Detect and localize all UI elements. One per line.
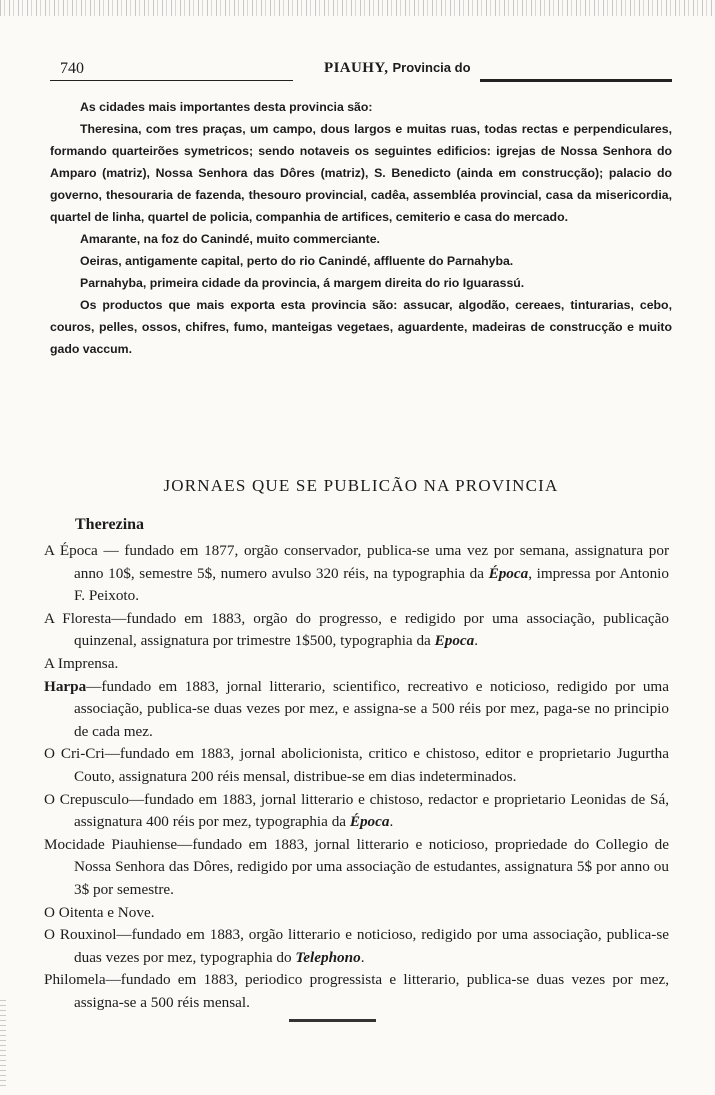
journal-entry	[44, 676, 669, 744]
scan-top-edge	[0, 0, 715, 16]
journal-entry	[44, 834, 669, 902]
journal-text-end: .	[474, 632, 479, 650]
journal-text: —fundado em 1883, orgão do progresso, e redigido por uma associação, publicação quinzenal, assignatura por trimestre 1$500, typographia da	[74, 609, 669, 650]
section-title: JORNAES QUE SE PUBLICÃO NA PROVINCIA	[163, 476, 559, 495]
journal-entry	[44, 969, 669, 1014]
city-heading: Therezina	[75, 516, 145, 533]
journal-list	[44, 540, 669, 1014]
journal-name: A Floresta	[44, 609, 112, 627]
journal-text: .	[114, 654, 119, 672]
journal-text: —fundado em 1883, jornal litterario, scientifico, recreativo e noticioso, redigido por uma associação, publica-se duas vezes por mez, e assigna-se a 500 réis por mez, paga-se no principio de cada mez.	[74, 677, 669, 740]
journal-entry	[44, 653, 669, 676]
journal-entry	[44, 924, 669, 969]
paragraph: Amarante, na foz do Canindé, muito commerciante.	[80, 232, 380, 246]
running-head	[324, 60, 471, 77]
journal-text: .	[150, 903, 155, 921]
header-rule-right	[480, 79, 672, 82]
journal-entry	[44, 540, 669, 608]
journal-name: A Imprensa	[44, 654, 115, 672]
journal-text: —fundado em 1883, jornal litterario e noticioso, propriedade do Collegio de Nossa Senhora das Dôres, redigido por uma associação de estudantes, assignatura 5$ por anno ou 3$ por semestre.	[74, 835, 669, 898]
journal-ital: Época	[349, 813, 390, 831]
page-number: 740	[60, 60, 84, 77]
running-head-sub: Provincia do	[392, 60, 471, 75]
journal-name: O Rouxinol	[44, 926, 117, 944]
journal-name: O Oitenta e Nove	[44, 903, 151, 921]
journal-ital: Telephono	[295, 948, 361, 966]
cities-block	[50, 96, 672, 360]
paragraph: Theresina, com tres praças, um campo, dous largos e muitas ruas, todas rectas e perpendiculares, formando quarteirões symetricos; sendo notaveis os seguintes edificios: igrejas de Nossa Senhora do Amparo (matriz), Nossa Senhora das Dôres (matriz), S. Benedicto (ainda em construcção); palacio do governo, thesouraria de fazenda, thesouro provincial, cadêa, assembléa provincial, casa da misericordia, quartel de linha, quartel de policia, companhia de artifices, cemiterio e casa do mercado.	[50, 122, 672, 224]
journal-entry	[44, 743, 669, 788]
page-header	[50, 58, 672, 86]
journal-text-end: .	[389, 813, 394, 831]
journal-name: Philomela	[44, 971, 106, 989]
journal-ital: Epoca	[434, 632, 475, 650]
journal-name: Harpa	[44, 677, 87, 695]
journal-name: O Cri-Cri	[44, 745, 105, 763]
journal-entry	[44, 902, 669, 925]
journal-text: —fundado em 1883, jornal litterario e chistoso, redactor e proprietario Leonidas de Sá, assignatura 400 réis por mez, typographia da	[74, 790, 669, 831]
paragraph: Oeiras, antigamente capital, perto do rio Canindé, affluente do Parnahyba.	[80, 254, 514, 268]
journal-text: —fundado em 1883, jornal abolicionista, critico e chistoso, editor e proprietario Jugurtha Couto, assignatura 200 réis mensal, distribue-se em dias indeterminados.	[74, 745, 670, 785]
journal-name: Mocidade Piauhiense	[44, 835, 178, 853]
journal-entry	[44, 789, 669, 834]
journal-text: —fundado em 1883, orgão litterario e noticioso, redigido por uma associação, publica-se duas vezes por mez, typographia do	[74, 926, 669, 966]
header-rule-left	[50, 80, 293, 81]
paragraph: Os productos que mais exporta esta provincia são: assucar, algodão, cereaes, tinturarias, cebo, couros, pelles, ossos, chifres, fumo, manteigas vegetaes, aguardente, madeiras de construcção e muito gado vaccum.	[50, 298, 672, 356]
journal-text-end: , impressa por Antonio F. Peixoto.	[74, 564, 669, 605]
end-rule	[289, 1019, 376, 1022]
cities-intro: As cidades mais importantes desta provincia são:	[80, 100, 373, 114]
journal-text-end: .	[360, 948, 365, 966]
scan-side-edge	[0, 1000, 6, 1090]
running-head-title: PIAUHY,	[324, 60, 389, 76]
paragraph: Parnahyba, primeira cidade da provincia, á margem direita do rio Iguarassú.	[80, 276, 525, 290]
journal-text: —fundado em 1883, periodico progressista e litterario, publica-se duas vezes por mez, assigna-se a 500 réis mensal.	[74, 971, 669, 1011]
journal-entry	[44, 608, 669, 653]
journal-text: — fundado em 1877, orgão conservador, publica-se uma vez por semana, assignatura por anno 10$, semestre 5$, numero avulso 320 réis, na typographia da	[74, 542, 669, 582]
journal-name: O Crepusculo	[44, 790, 129, 808]
journal-ital: Época	[488, 564, 529, 582]
journal-name: A Época	[44, 542, 98, 559]
